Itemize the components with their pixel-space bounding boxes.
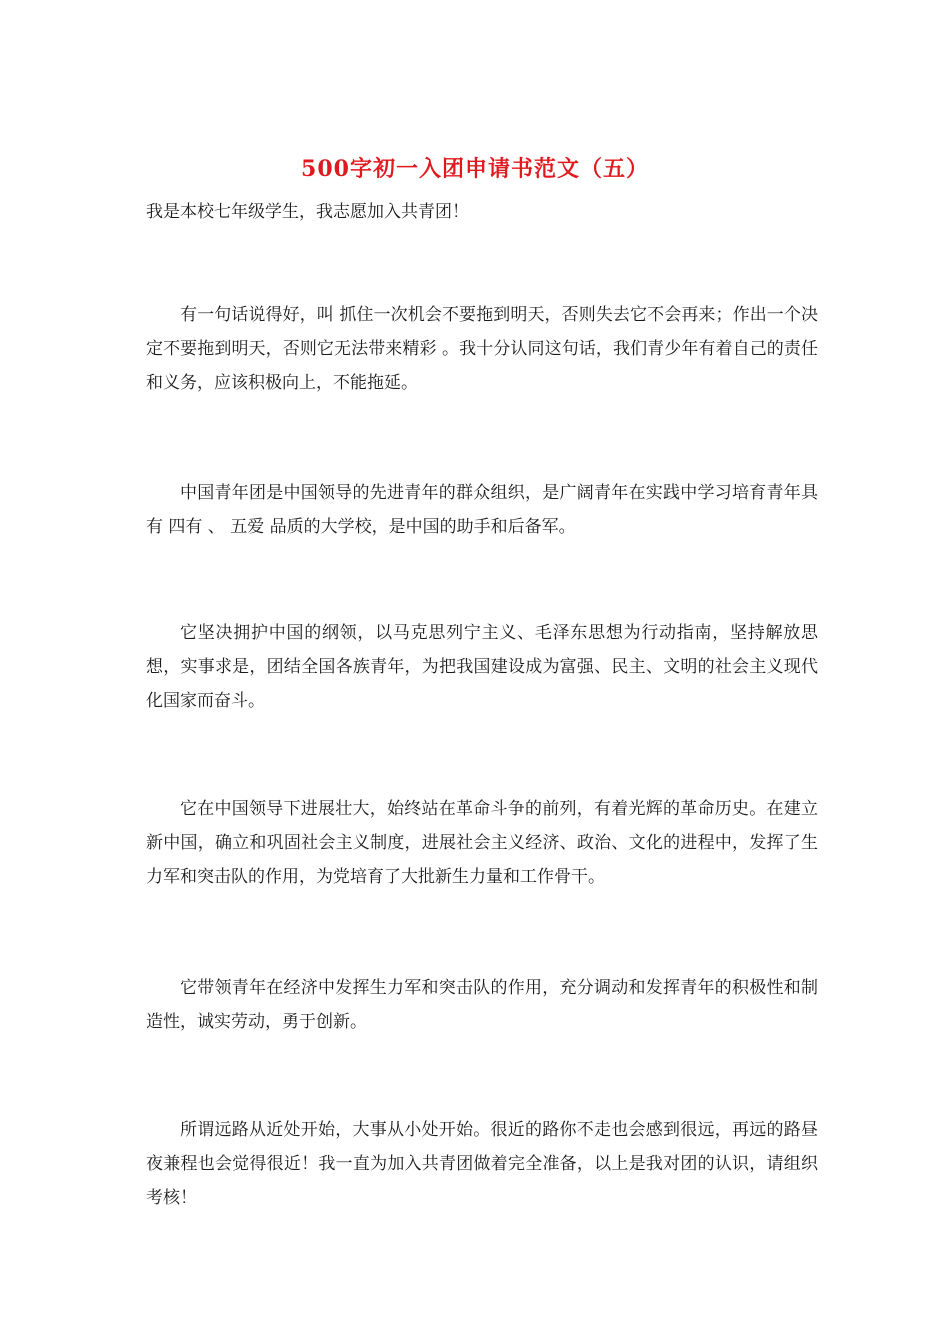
intro-line: 我是本校七年级学生，我志愿加入共青团！ — [146, 202, 469, 222]
paragraph-4: 它在中国领导下进展壮大，始终站在革命斗争的前列，有着光辉的革命历史。在建立新中国，确立和巩固社会主义制度，进展社会主义经济、政治、文化的进程中，发挥了生力军和突击队的作用，为党培育了大批新生力量和工作骨干。 — [146, 799, 818, 887]
document-title: 500字初一入团申请书范文（五） — [301, 156, 649, 182]
paragraph-2: 中国青年团是中国领导的先进青年的群众组织，是广阔青年在实践中学习培育青年具有 四有 、 五爱 品质的大学校，是中国的助手和后备军。 — [146, 483, 818, 537]
paragraph-5: 它带领青年在经济中发挥生力军和突击队的作用，充分调动和发挥青年的积极性和制造性，诚实劳动，勇于创新。 — [146, 978, 818, 1032]
paragraph-1: 有一句话说得好，叫 抓住一次机会不要拖到明天，否则失去它不会再来；作出一个决定不要拖到明天，否则它无法带来精彩 。我十分认同这句话，我们青少年有着自己的责任和义务，应该积极向上，不能拖延。 — [146, 305, 818, 393]
paragraph-3: 它坚决拥护中国的纲领，以马克思列宁主义、毛泽东思想为行动指南，坚持解放思想，实事求是，团结全国各族青年，为把我国建设成为富强、民主、文明的社会主义现代化国家而奋斗。 — [146, 623, 818, 711]
paragraph-6: 所谓远路从近处开始，大事从小处开始。很近的路你不走也会感到很远，再远的路昼夜兼程也会觉得很近！我一直为加入共青团做着完全准备，以上是我对团的认识，请组织考核！ — [146, 1120, 818, 1208]
